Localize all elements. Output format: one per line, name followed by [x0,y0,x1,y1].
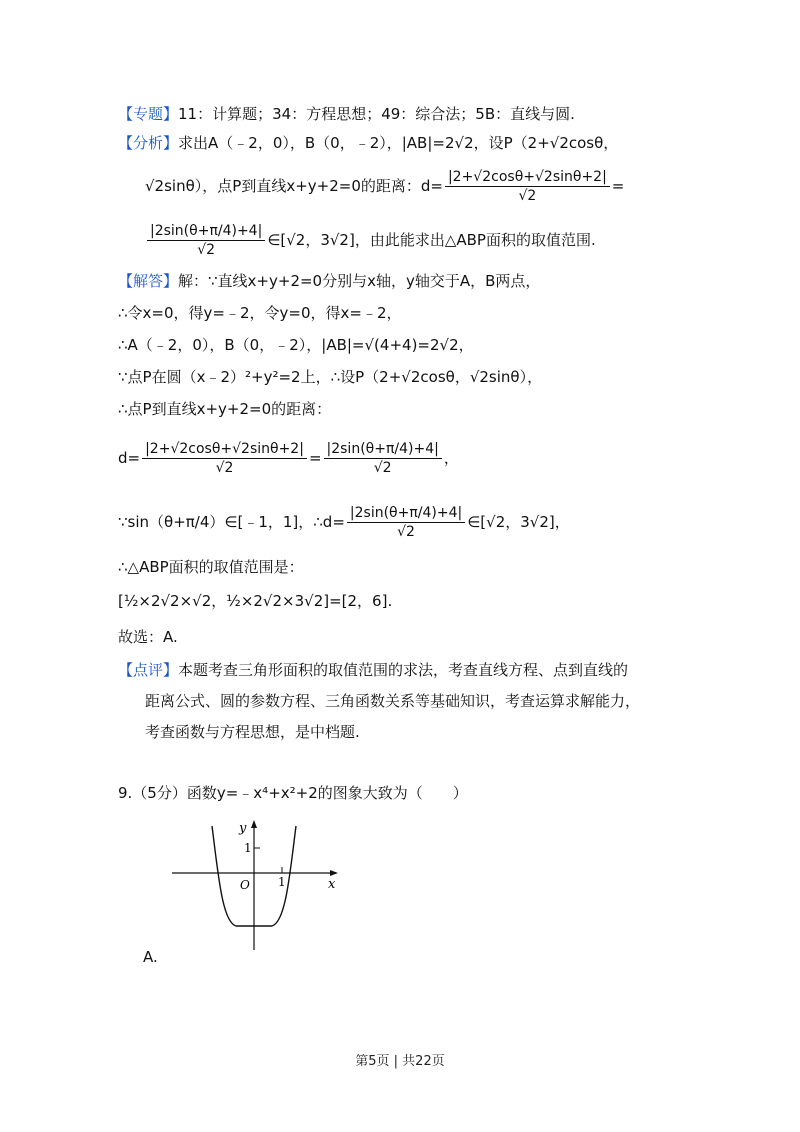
page-footer: 第5页 | 共22页 [355,1054,445,1069]
option-a-label: A. [143,948,158,966]
solution-text-1: 解：∵直线x+y+2=0分别与x轴，y轴交于A，B两点， [178,272,541,290]
solution-text-5: ∴点P到直线x+y+2=0的距离： [118,400,332,418]
analysis-line-2 [145,168,624,205]
comment-line-1 [118,659,628,681]
y-tick-label: 1 [244,841,252,855]
fraction-numerator: |2+√2cosθ+√2sinθ+2| [445,168,610,187]
solution-line-1 [118,270,540,292]
solution-d-prefix: d= [118,449,141,467]
solution-equals: = [308,449,322,467]
comment-tag: 【点评】 [118,661,179,679]
solution-line-10 [118,626,178,648]
analysis-sin-fraction [147,222,265,259]
solution-text-8: ∴△ABP面积的取值范围是： [118,558,304,576]
solution-line-5 [118,398,331,420]
analysis-text-3: ∈[√2，3√2]，由此能求出△ABP面积的取值范围. [267,231,596,249]
solution-text-10: 故选：A. [118,628,178,646]
solution-distance-fraction-2 [324,440,442,477]
solution-comma: ， [443,449,459,467]
special-topic-tag: 【专题】 [118,105,179,123]
special-topic-text: 11：计算题；34：方程思想；49：综合法；5B：直线与圆. [178,105,575,123]
origin-label: O [240,878,250,892]
fraction-denominator: √2 [197,242,216,258]
solution-line-8 [118,556,304,578]
comment-text-3: 考查函数与方程思想，是中档题. [145,723,360,741]
solution-line-6 [118,440,459,477]
option-a-graph [168,812,348,952]
solution-text-2: ∴令x=0，得y=﹣2，令y=0，得x=﹣2， [118,304,402,322]
comment-text-2: 距离公式、圆的参数方程、三角函数关系等基础知识，考查运算求解能力， [145,692,641,710]
solution-text-3: ∴A（﹣2，0），B（0，﹣2），|AB|=√(4+4)=2√2， [118,336,474,354]
y-axis-arrow [251,820,257,828]
analysis-text-1: 求出A（﹣2，0），B（0，﹣2），|AB|=2√2，设P（2+√2cosθ， [178,134,619,152]
solution-text-7: ∵sin（θ+π/4）∈[﹣1，1]，∴d= [118,513,345,531]
comment-line-2 [145,690,640,712]
solution-line-7 [118,504,570,541]
fraction-denominator: √2 [518,188,537,204]
analysis-equals: = [611,177,625,195]
solution-tag: 【解答】 [118,272,179,290]
fraction-denominator: √2 [215,460,234,476]
fraction-numerator: |2sin(θ+π/4)+4| [324,440,442,459]
fraction-denominator: √2 [397,524,415,540]
fraction-numerator: |2sin(θ+π/4)+4| [347,504,465,523]
solution-distance-fraction-1 [142,440,307,477]
analysis-line-1 [118,132,618,154]
solution-text-9: [½×2√2×√2，½×2√2×3√2]=[2，6]. [118,592,393,610]
question-9-stem: 9.（5分）函数y=﹣x⁴+x²+2的图象大致为（ ） [118,784,468,802]
analysis-line-3 [145,222,596,259]
fraction-denominator: √2 [373,460,392,476]
y-axis-label: y [239,821,247,836]
analysis-tag: 【分析】 [118,134,179,152]
fraction-numerator: |2sin(θ+π/4)+4| [147,222,265,241]
solution-line-3 [118,334,474,356]
x-axis-arrow [330,870,338,876]
comment-text-1: 本题考查三角形面积的取值范围的求法，考查直线方程、点到直线的 [178,661,629,679]
comment-line-3 [145,721,360,743]
analysis-text-2: √2sinθ），点P到直线x+y+2=0的距离：d= [145,177,443,195]
x-axis-label: x [328,877,336,892]
x-tick-label: 1 [278,875,286,889]
solution-distance-fraction-3 [347,504,465,541]
special-topic-line [118,103,575,125]
fraction-numerator: |2+√2cosθ+√2sinθ+2| [142,440,307,459]
solution-line-2 [118,302,402,324]
solution-line-9 [118,590,392,612]
solution-text-4: ∵点P在圆（x﹣2）²+y²=2上，∴设P（2+√2cosθ，√2sinθ）， [118,368,543,386]
analysis-distance-fraction [445,168,610,205]
solution-line-4 [118,366,542,388]
solution-text-7-end: ∈[√2，3√2]， [467,513,570,531]
